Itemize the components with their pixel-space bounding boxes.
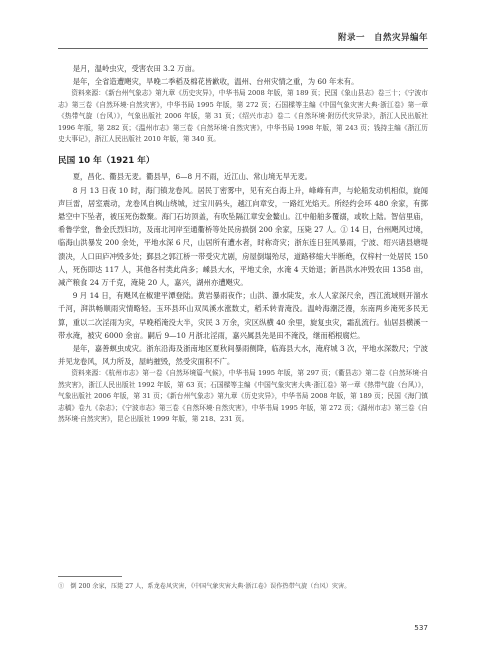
footnote-rule	[58, 576, 122, 577]
year-paragraph-4: 是年，嘉善螟虫成灾。浙东沿海及浙南地区夏秋间暴雨侧降，临海县大水，淹府城 3 次，平地水深数尺；宁波并见龙卷风，风力所及，屋屿摧毁，然受灾面积不广。	[58, 344, 428, 367]
sources-paragraph-1920: 资料来源：《新台州气象志》第九章《历史灾异》，中华书局 2008 年版，第 189 页；民国《象山县志》卷三十；《宁波市志》第三卷《自然环境·自然灾害》，中华书局 1995 年版，第 272 页；石国樑等主编《中国气象灾害大典·浙江卷》第一章《热带气旋（台风）》，气象出版社 2006 年版，第 31 页；《绍兴市志》卷二《自然环境·附历代灾异录》，浙江人民出版社 1996 年版，第 282 页；《温州市志》第三卷《自然环境·自然灾害》，中华书局 1998 年版，第 243 页；钱持主编《浙江历史大事记》，浙江人民出版社 2010 年版，第 340 页。	[58, 89, 428, 144]
year-heading-1921: 民国 10 年（1921 年）	[58, 156, 155, 167]
header-rule	[58, 48, 428, 49]
page-number: 537	[414, 623, 428, 632]
year-paragraph-3: 9 月 14 日，有飓风在椒建平潭登陆。黄岩暴雨夜作；山洪、瀑水陡发，水人人家深尺余，西江流域则开溜水千河，湃洪畅顺雨灾情略轻。玉环县环山双凤溪水涨数丈，稻禾转青淹没。温岭海潮泛漫，东南两乡淹死多民无算，重以二次淫雨为灾，早晚稻淹没大半，灾民 3 万余，灾区纵横 40 余里，旋复虫灾，霜乱流行。仙居县横溪一带水淹，被灾 6000 余亩。嗣后 9—10 月浙北淫雨，嘉兴属县先是田不淹没，继而稻根腐烂。	[58, 291, 428, 340]
page-body	[58, 62, 428, 426]
footnote: ① 倒 200 余家，压毙 27 人，系龙卷风灾害，《中国气象灾害大典·浙江卷》误作热带气旋（台风）灾害。	[58, 583, 351, 590]
body-paragraph-2: 是年，全省造遭飓灾，旱晚二季稻及棉花皆歉收，温州、台州灾情之重，为 60 年未有。	[72, 77, 359, 87]
sources-paragraph-1921: 资料来源：《杭州市志》第一卷《自然环境篇·气候》，中华书局 1995 年版，第 297 页；《衢县志》第二卷《自然环境·自然灾害》，浙江人民出版社 1992 年版，第 63 页；石国樑等主编《中国气象灾害大典·浙江卷》第一章《热带气旋（台风）》，气象出版社 2006 年版，第 31 页；《新台州气象志》第九章《历史灾异》，中华书局 2008 年版，第 189 页；民国《海门镇志稿》卷九《杂志》；《宁波市志》第三卷《自然环境·自然灾害》，中华书局 1995 年版，第 272 页；《湖州市志》第三卷《自然环境·自然灾害》，昆仑出版社 1999 年版，第 218、231 页。	[58, 369, 428, 424]
body-paragraph-1: 是月，温岭虫灾，受害农田 3.2 万亩。	[72, 64, 200, 73]
year-paragraph-2: 8 月 13 日夜 10 时，海门镇龙卷风。居民丁密雾中，见有充白海上升，峰峰有声，与轮船发动机相似，旋闻声巨雷，居室震动，龙卷风自枫山绕城，过宝川码头，越江向章安，一路红光焰天。所经约会环 480 余家，有掷悬空中下坠者，被压死伤数聚。海门石坊顶盖，有吹坠隔江章安金鳌山。江中船舶多覆溺，或吹上陆。智信里庙，希鲁学堂，鲁金氏烈妇坊，及南北河岸至通衢桥等处民房损倒 200 余家，压毙 27 人。① 14 日，台州飓风过境，临海山洪暴发 200 余处，平地水深 6 尺，山居所有遭水者，时称奇灾；浙东连日狂风暴雨，宁波、绍兴诸县塘堤溃决，人口田庐冲毁多处；鄞县之郭江桥一带受灾尤剧，房屋倒塌殆尽，道路移缩大半断绝，仅梓村一处居民 150 人，死伤即达 117 人，其他各村类此尚多；嵊县大水，平地丈余，水淹 4 天始退；新昌洪水冲毁农田 1358 亩，减产粮食 24 万千克，淹毙 20 人，嘉兴，湖州亦遭飓灾。	[58, 185, 428, 288]
year-paragraph-1: 夏，昌化、衢县无麦。衢县旱，6—8 月不雨，近江山、常山境无旱无麦。	[72, 172, 313, 182]
running-head: 附录一 自然灾异编年	[337, 33, 428, 43]
